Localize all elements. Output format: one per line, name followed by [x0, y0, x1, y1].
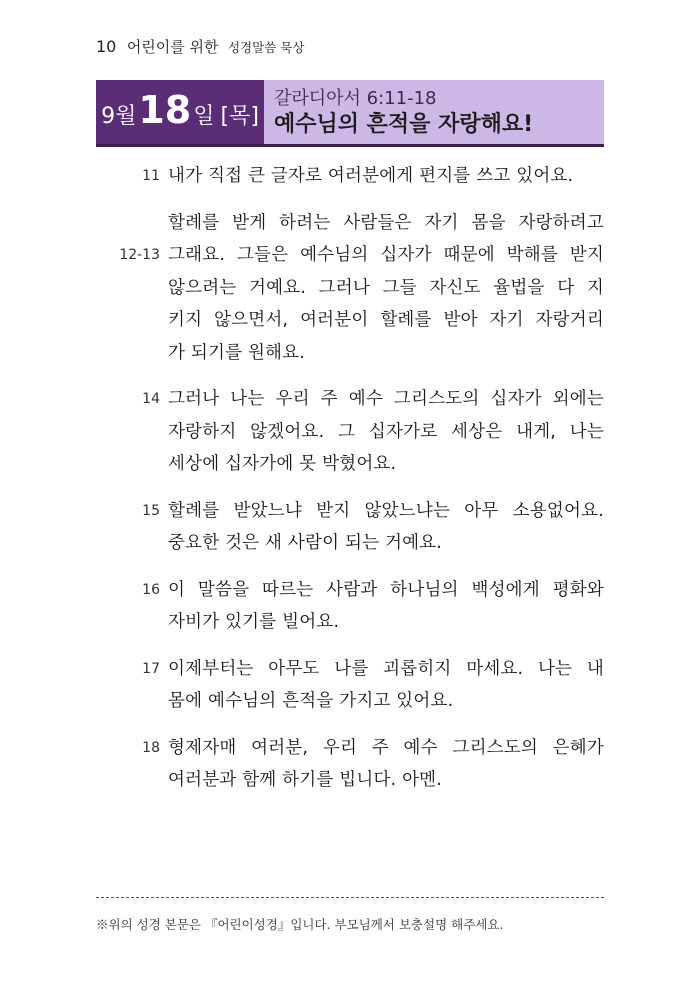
verse-number: 17	[142, 660, 160, 677]
verse-list	[96, 160, 604, 811]
verse-number: 16	[142, 581, 160, 598]
verse-number: 14	[142, 391, 160, 407]
date-box	[96, 80, 264, 147]
verse-block	[96, 732, 604, 797]
verse-line: 가 되기를 원해요.	[168, 342, 306, 363]
verse-line: 그래요. 그들은 예수님의 십자가 때문에 박해를 받지	[168, 245, 604, 265]
book-title: 어린이를 위한	[126, 38, 219, 56]
date-day: 18	[138, 88, 192, 132]
verse-number: 12-13	[119, 247, 160, 263]
verse-number: 18	[142, 739, 160, 756]
verse-line: 이제부터는 아무도 나를 괴롭히지 마세요. 나는 내	[168, 658, 604, 679]
verse-block	[96, 383, 604, 481]
verse-line: 자랑하지 않겠어요. 그 십자가로 세상은 내게, 나는	[168, 421, 604, 442]
verse-block	[96, 653, 604, 718]
footnote: ※위의 성경 본문은 『어린이성경』입니다. 부모님께서 보충설명 해주세요.	[96, 917, 504, 932]
title-box	[264, 80, 604, 147]
verse-line: 자비가 있기를 빌어요.	[168, 612, 340, 632]
page-number: 10	[96, 37, 117, 56]
verse-block	[96, 574, 604, 639]
verse-line: 세상에 십자가에 못 박혔어요.	[168, 454, 397, 474]
devotion-header	[96, 80, 604, 147]
verse-line: 키지 않으면서, 여러분이 할례를 받아 자기 자랑거리	[168, 310, 604, 330]
date-day-unit: 일	[193, 104, 215, 129]
verse-block	[96, 160, 604, 193]
date-weekday: [목]	[220, 104, 259, 129]
verse-line: 몸에 예수님의 흔적을 가지고 있어요.	[168, 691, 454, 711]
verse-line: 할례를 받게 하려는 사람들은 자기 몸을 자랑하려고	[168, 212, 604, 233]
verse-line: 이 말씀을 따르는 사람과 하나님의 백성에게 평화와	[168, 579, 604, 600]
verse-line: 않으려는 거예요. 그러나 그들 자신도 율법을 다 지	[168, 277, 604, 298]
verse-number: 11	[142, 168, 160, 184]
running-head	[96, 36, 304, 57]
footer-divider	[96, 897, 604, 898]
verse-line: 형제자매 여러분, 우리 주 예수 그리스도의 은혜가	[168, 737, 604, 758]
verse-line: 할례를 받았느냐 받지 않았느냐는 아무 소용없어요.	[168, 500, 604, 521]
scripture-reference: 갈라디아서 6:11-18	[274, 88, 437, 109]
verse-block	[96, 495, 604, 560]
verse-line: 그러나 나는 우리 주 예수 그리스도의 십자가 외에는	[168, 389, 604, 409]
verse-number: 15	[142, 502, 160, 519]
date-month: 9월	[101, 104, 137, 129]
verse-line: 중요한 것은 새 사람이 되는 거예요.	[168, 533, 443, 553]
verse-line: 내가 직접 큰 글자로 여러분에게 편지를 쓰고 있어요.	[168, 166, 574, 186]
book-subtitle: 성경말씀 묵상	[227, 40, 305, 55]
devotion-headline: 예수님의 흔적을 자랑해요!	[274, 112, 534, 137]
verse-line: 여러분과 함께 하기를 빕니다. 아멘.	[168, 770, 443, 790]
verse-block	[96, 207, 604, 370]
